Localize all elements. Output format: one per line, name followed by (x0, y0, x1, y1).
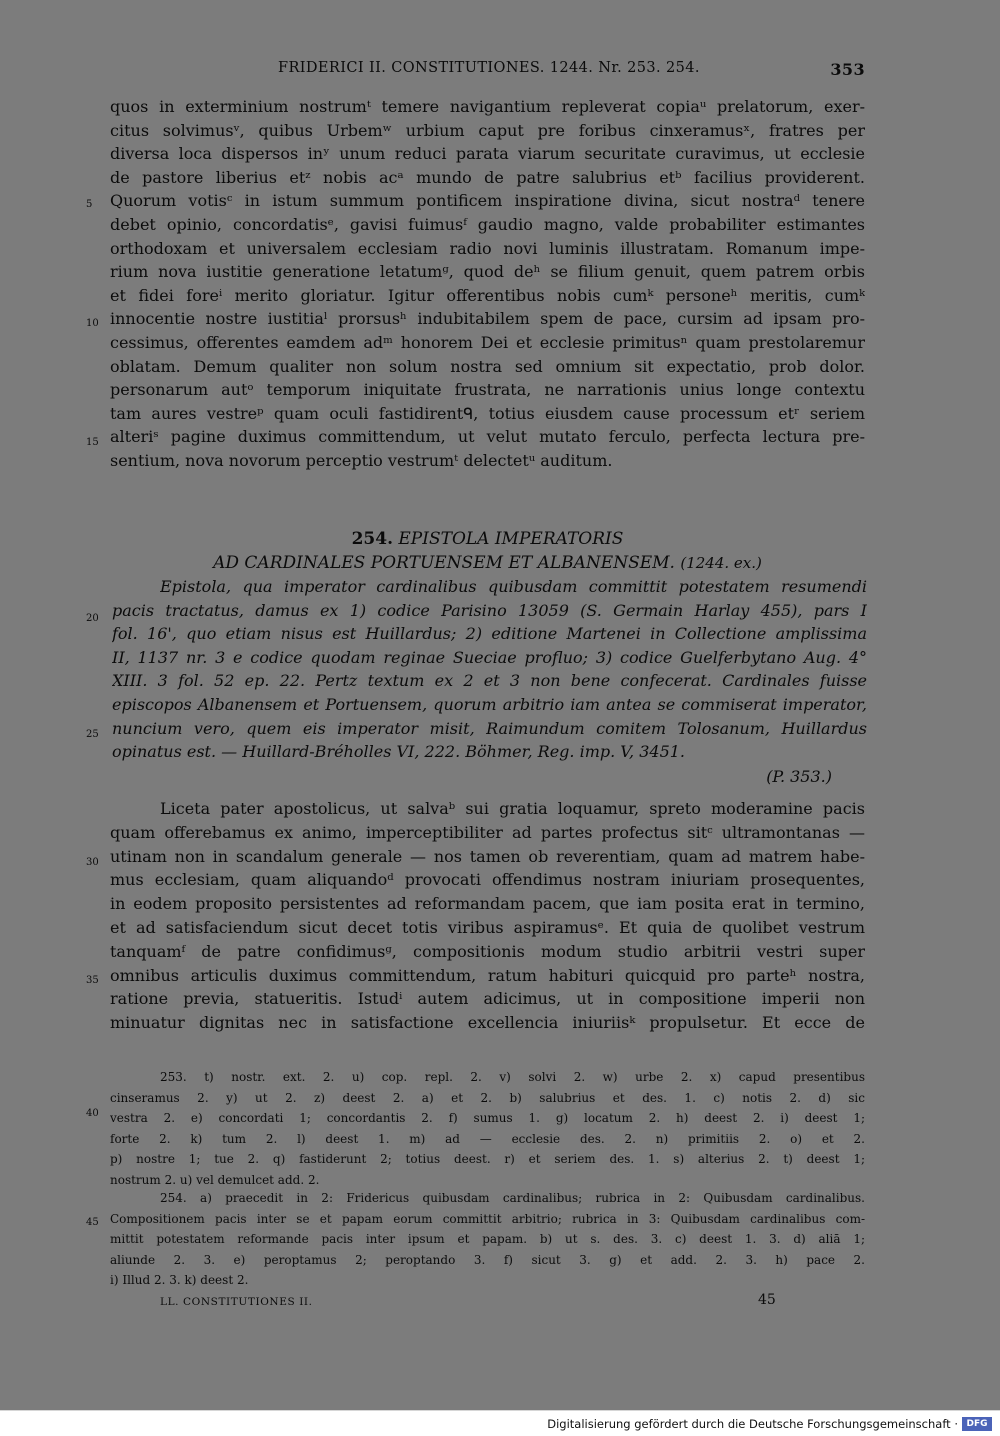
line-number: 35 (86, 975, 99, 986)
heading-subtitle: AD CARDINALES PORTUENSEM ET ALBANENSEM. (213, 553, 675, 573)
running-title: FRIDERICI II. CONSTITUTIONES. 1244. Nr. 253. 254. (278, 60, 700, 76)
text-line: debet opinio, concordatisᵉ, gavisi fuimusᶠ gaudio magno, valde probabiliter estimantes (110, 215, 865, 234)
intro-line: fol. 16', quo etiam nisus est Huillardus; 2) editione Martenei in Collectione amplissima (112, 624, 867, 644)
text-line: innocentie nostre iustitiaˡ prorsusʰ indubitabilem spem de pace, cursim ad ipsam pro- (110, 309, 865, 329)
footer-series: LL. CONSTITUTIONES II. (160, 1296, 313, 1308)
text-line: mus ecclesiam, quam aliquandoᵈ provocati offendimus nostram iniuriam prosequentes, (110, 870, 865, 890)
heading-number: 254. (351, 529, 393, 549)
intro-line: II, 1137 nr. 3 e codice quodam reginae Sueciae profluo; 3) codice Guelferbytano Aug. 4° (112, 647, 867, 667)
dfg-logo-icon: DFG (962, 1417, 992, 1431)
line-number: 30 (86, 857, 99, 868)
text-line: diversa loca dispersos inʸ unum reduci parata viarum securitate curavimus, ut ecclesie (110, 144, 865, 164)
intro-line: opinatus est. — Huillard-Bréholles VI, 222. Böhmer, Reg. imp. V, 3451. (112, 742, 686, 762)
text-line: de pastore liberius etᶻ nobis acᵃ mundo de patre salubrius etᵇ facilius providerent. (110, 167, 865, 187)
footnote-line: cinseramus 2. y) ut 2. z) deest 2. a) et 2. b) salubrius et des. 1. c) notis 2. d) sic (110, 1090, 865, 1105)
text-line: alteriˢ pagine duximus committendum, ut velut mutato ferculo, perfecta lectura pre- (110, 427, 865, 447)
text-line: et fidei foreⁱ merito gloriatur. Igitur offerentibus nobis cumᵏ personeʰ meritis, cumᵏ (110, 285, 865, 305)
intro-line: XIII. 3 fol. 52 ep. 22. Pertz textum ex 2 et 3 non bene confecerat. Cardinales fuisse (112, 671, 867, 691)
text-line: cessimus, offerentes eamdem adᵐ honorem Dei et ecclesie primitusⁿ quam prestolaremur (110, 333, 865, 352)
line-number: 20 (86, 613, 99, 624)
line-number: 10 (86, 318, 99, 329)
footnote-line: vestra 2. e) concordati 1; concordantis 2. f) sumus 1. g) locatum 2. h) deest 2. i) deest 1; (110, 1111, 865, 1125)
text-line: orthodoxam et universalem ecclesiam radio novi luminis illustratam. Romanum impe- (110, 238, 865, 258)
text-line: tam aures vestreᵖ quam oculi fastidirentᑫ, totius eiusdem cause processum etʳ seriem (110, 403, 865, 423)
heading-title: EPISTOLA IMPERATORIS (398, 529, 624, 549)
footer-sheet-number: 45 (758, 1292, 776, 1308)
running-header (110, 58, 865, 82)
text-line: tanquamᶠ de patre confidimusᵍ, compositionis modum studio arbitrii vestri super (110, 941, 865, 961)
text-line: utinam non in scandalum generale — nos tamen ob reverentiam, quam ad matrem habe- (110, 846, 865, 866)
text-line: sentium, nova novorum perceptio vestrumᵗ delectetᵘ auditum. (110, 451, 613, 470)
footnote-line: nostrum 2. u) vel demulcet add. 2. (110, 1172, 320, 1187)
text-line: Liceta pater apostolicus, ut salvaᵇ sui gratia loquamur, spreto moderamine pacis (160, 799, 865, 818)
footnote-line: 253. t) nostr. ext. 2. u) cop. repl. 2. v) solvi 2. w) urbe 2. x) capud presentibus (160, 1070, 865, 1084)
line-number: 40 (86, 1108, 99, 1119)
text-line: citus solvimusᵛ, quibus Urbemʷ urbium caput pre foribus cinxeramusˣ, fratres per (110, 120, 865, 140)
footnote-line: i) Illud 2. 3. k) deest 2. (110, 1273, 249, 1287)
intro-line: Epistola, qua imperator cardinalibus quibusdam committit potestatem resumendi (160, 577, 867, 596)
text-line: Quorum votisᶜ in istum summum pontificem inspiratione divina, sicut nostraᵈ tenere (110, 191, 865, 211)
intro-line: pacis tractatus, damus ex 1) codice Parisino 13059 (S. Germain Harlay 455), pars I (112, 600, 867, 620)
text-line: in eodem proposito persistentes ad reformandam pacem, que iam posita erat in termino, (110, 894, 865, 914)
text-line: oblatam. Demum qualiter non solum nostra sed omnium sit expectatio, prob dolor. (110, 356, 865, 376)
footnote-line: aliunde 2. 3. e) peroptamus 2; peroptando 3. f) sicut 3. g) et add. 2. 3. h) pace 2. (110, 1252, 865, 1267)
funding-text: Digitalisierung gefördert durch die Deutsche Forschungsgemeinschaft · (547, 1417, 958, 1431)
line-number: 45 (86, 1217, 99, 1228)
footnote-line: forte 2. k) tum 2. l) deest 1. m) ad — ecclesie des. 2. n) primitiis 2. o) et 2. (110, 1131, 865, 1146)
footnote-line: 254. a) praecedit in 2: Fridericus quibusdam cardinalibus; rubrica in 2: Quibusdam cardinalibus. (160, 1191, 865, 1205)
heading-date: (1244. ex.) (680, 554, 762, 572)
line-number: 25 (86, 729, 99, 740)
line-number: 5 (86, 199, 93, 210)
funding-banner (0, 1410, 1000, 1436)
intro-line: nuncium vero, quem eis imperator misit, Raimundum comitem Tolosanum, Huillardus (112, 718, 867, 738)
text-line: omnibus articulis duximus committendum, ratum habituri quicquid pro parteʰ nostra, (110, 965, 865, 985)
footnote-line: mittit potestatem reformande pacis inter ipsum et papam. b) ut s. des. 3. c) deest 1. 3. d) aliā 1; (110, 1232, 865, 1246)
text-line: quam offerebamus ex animo, imperceptibiliter ad partes profectus sitᶜ ultramontanas — (110, 822, 865, 842)
text-line: minuatur dignitas nec in satisfactione excellencia iniuriisᵏ propulsetur. Et ecce de (110, 1013, 865, 1033)
footnote-line: p) nostre 1; tue 2. q) fastiderunt 2; totius deest. r) et seriem des. 1. s) alterius 2. t) deest 1; (110, 1152, 865, 1166)
intro-line: episcopos Albanensem et Portuensem, quorum arbitrio iam antea se commiserat imperator, (112, 695, 867, 714)
text-line: et ad satisfaciendum sicut decet totis viribus aspiramusᵉ. Et quia de quolibet vestrum (110, 918, 865, 937)
page-number: 353 (830, 60, 865, 79)
text-line: personarum autᵒ temporum iniquitate frustrata, ne narrationis unius longe contextu (110, 380, 865, 400)
text-line: rium nova iustitie generatione letatumᵍ, quod deʰ se filium genuit, quem patrem orbis (110, 262, 865, 282)
text-line: quos in exterminium nostrumᵗ temere navigantium repleverat copiaᵘ prelatorum, exer- (110, 97, 865, 116)
line-number: 15 (86, 437, 99, 448)
intro-reference: (P. 353.) (766, 767, 832, 786)
text-line: ratione previa, statueritis. Istudⁱ autem adicimus, ut in compositione imperii non (110, 989, 865, 1009)
footnote-line: Compositionem pacis inter se et papam eorum committit arbitrio; rubrica in 3: Quibusdam cardinalibus com- (110, 1211, 865, 1226)
